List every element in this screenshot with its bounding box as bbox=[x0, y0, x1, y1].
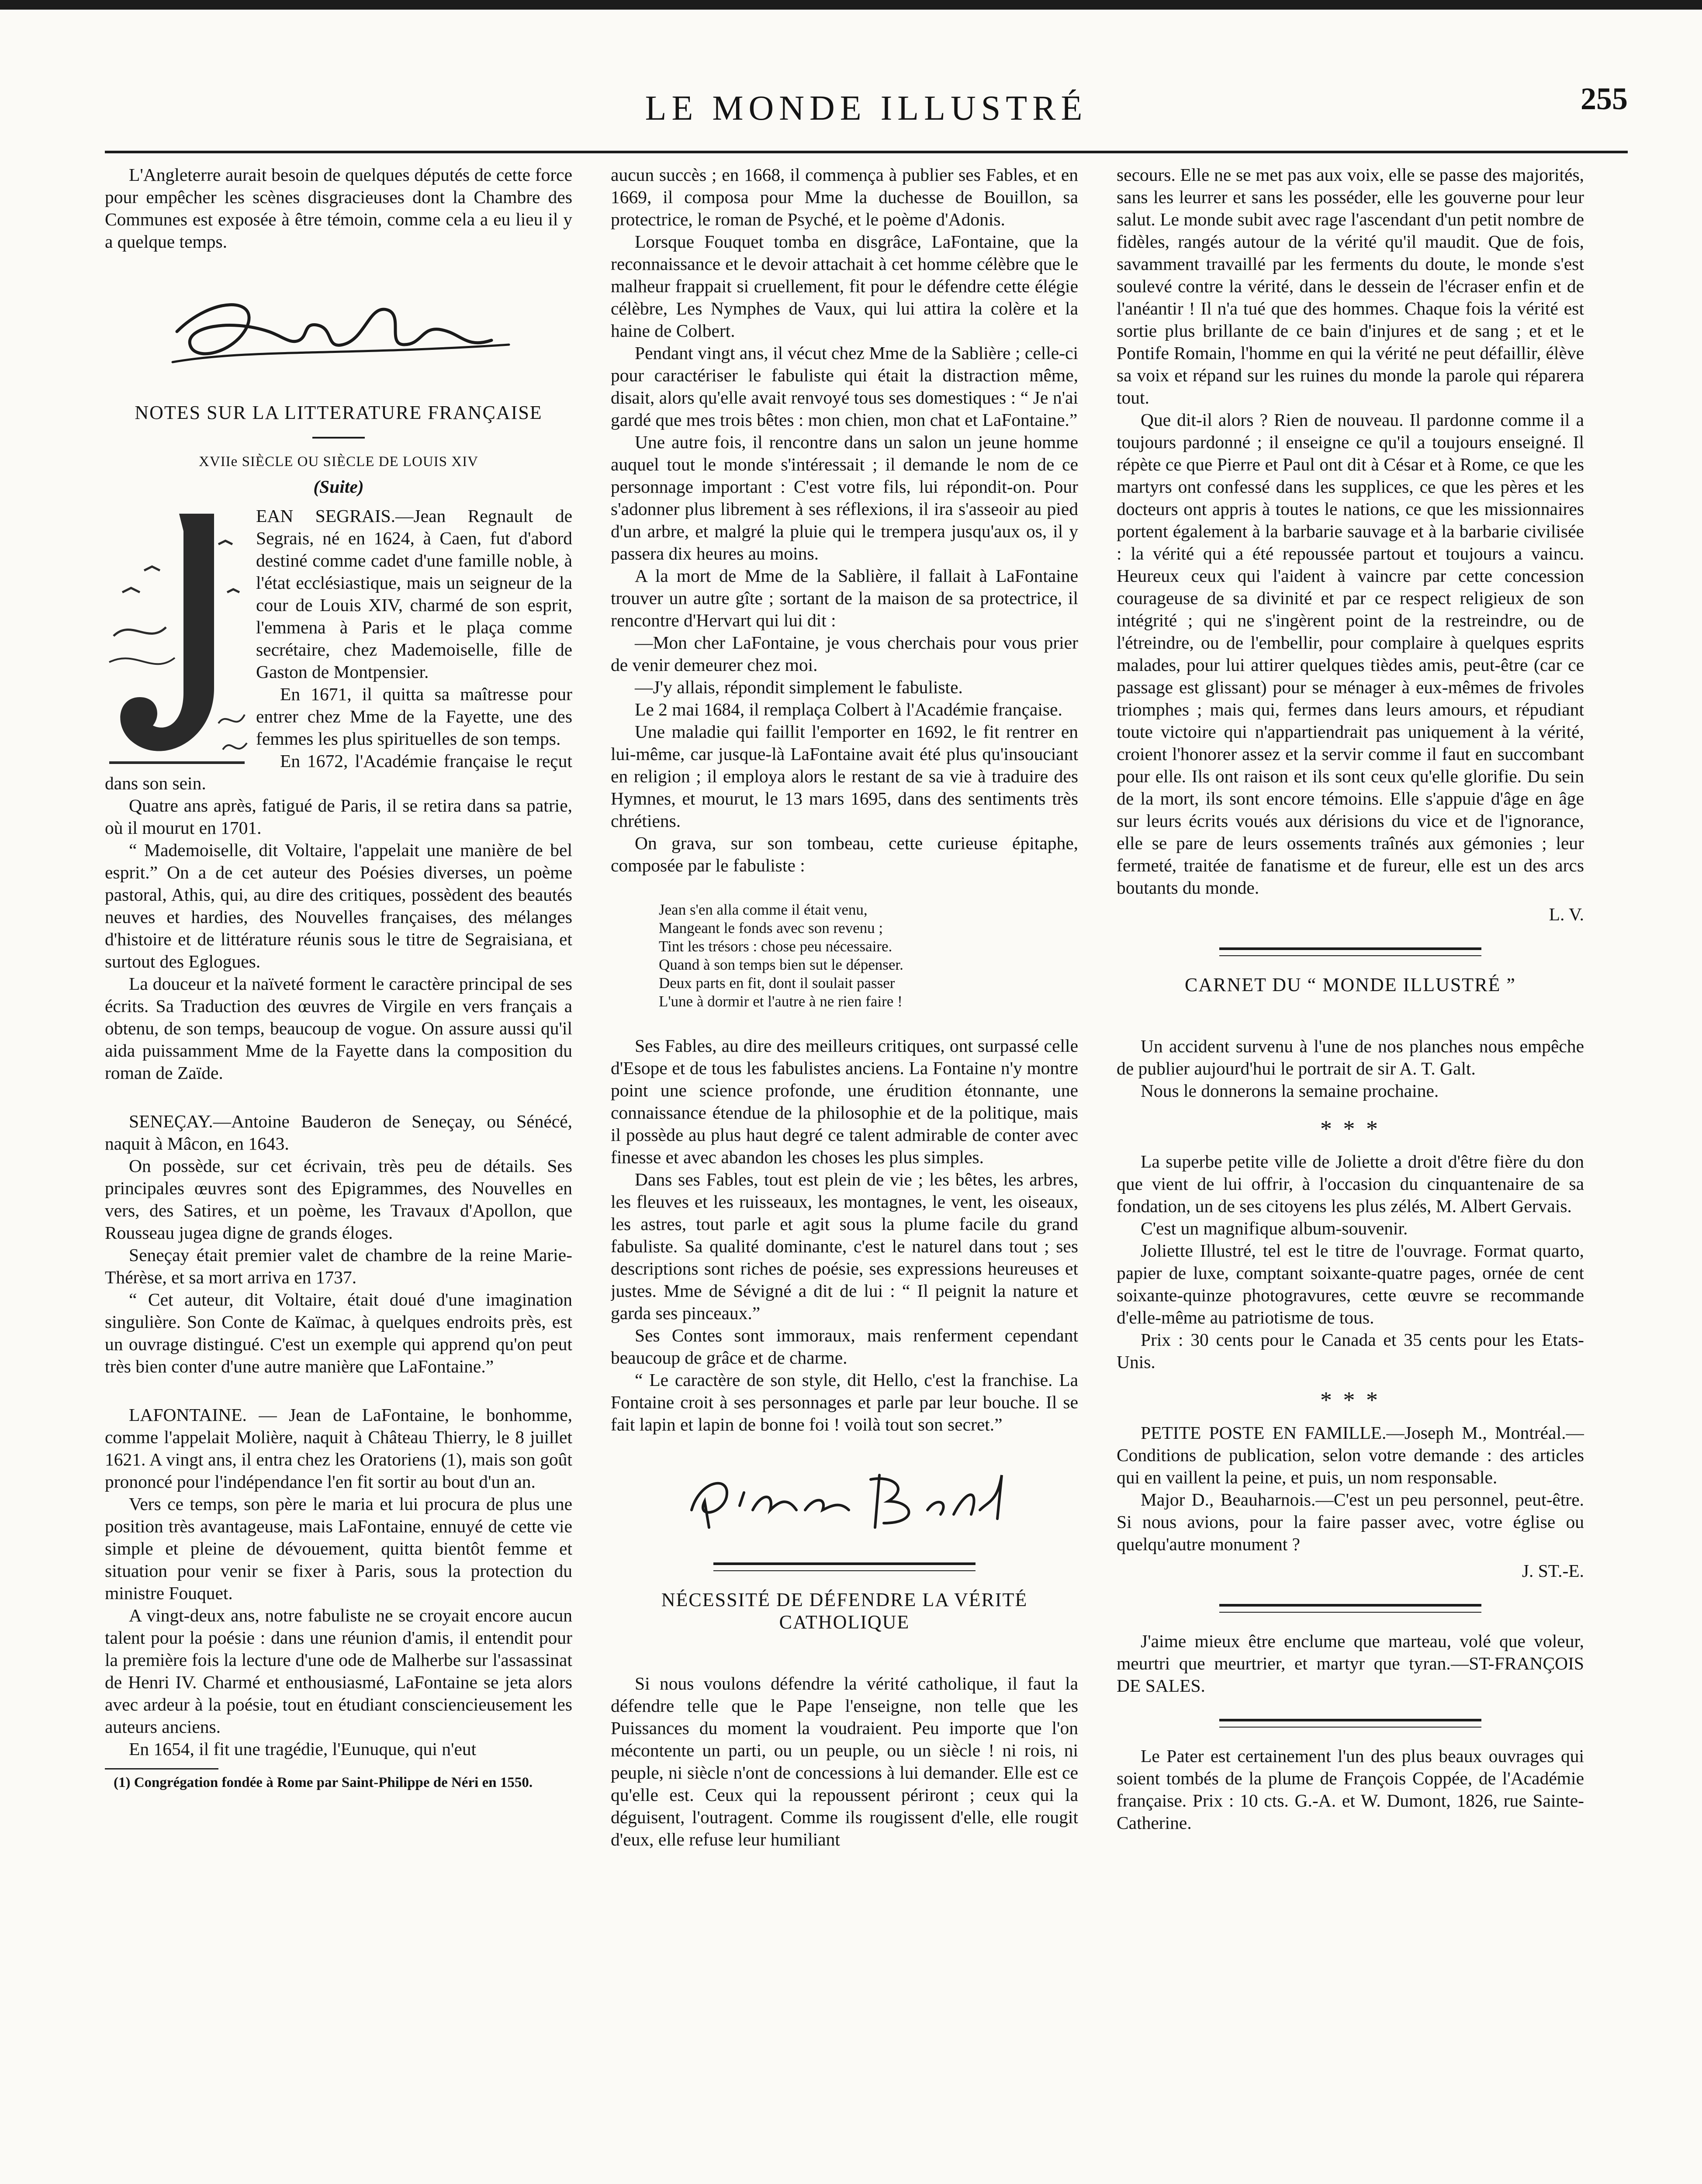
masthead: LE MONDE ILLUSTRÉ bbox=[645, 89, 1088, 128]
paragraph: Joliette Illustré, tel est le titre de l'ouvrage. Format quarto, papier de luxe, comptant soixante-quatre pages, ornée de cent soixante-quinze photogravures, cette œuvre se recommande d'elle-même au patriotisme de tous. bbox=[1117, 1241, 1584, 1327]
paragraph: “ Cet auteur, dit Voltaire, était doué d'une imagination singulière. Son Conte de Kaïmac, à quelques endroits près, est un ouvrage distingué. C'est un exemple qui apprend qu'on peut très bien conter d'une autre manière que LaFontaine.” bbox=[105, 1289, 572, 1376]
column-3 bbox=[1117, 164, 1584, 2184]
paragraph: Nous le donnerons la semaine prochaine. bbox=[1141, 1081, 1439, 1101]
divider bbox=[312, 437, 365, 439]
paragraph: Une maladie qui faillit l'emporter en 1692, le fit rentrer en lui-même, car jusque-là LaFontaine avait été plus qu'insouciant en religion ; il employa alors le restant de sa vie à traduire des Hymnes, et mourut, le 13 mars 1695, dans des sentiments très chrétiens. bbox=[611, 722, 1078, 831]
paragraph: Seneçay était premier valet de chambre de la reine Marie-Thérèse, et sa mort arriva en 1737. bbox=[105, 1245, 572, 1287]
decorative-rule bbox=[1219, 1719, 1481, 1728]
section-title: NOTES SUR LA LITTERATURE FRANÇAISE bbox=[135, 402, 543, 423]
paragraph: aucun succès ; en 1668, il commença à publier ses Fables, et en 1669, il composa pour Mme la duchesse de Bouillon, sa protectrice, le roman de Psyché, et le poème d'Adonis. bbox=[611, 165, 1078, 229]
section-subtitle: XVIIe SIÈCLE OU SIÈCLE DE LOUIS XIV bbox=[199, 454, 478, 470]
asterism: * * * bbox=[1320, 1116, 1380, 1142]
page-header bbox=[105, 81, 1628, 146]
suite-label: (Suite) bbox=[313, 477, 364, 497]
paragraph: La douceur et la naïveté forment le caractère principal de ses écrits. Sa Traduction des œuvres de Virgile en vers français a obtenu, de son temps, beaucoup de vogue. On assure aussi qu'il aida puissamment Mme de la Fayette dans la composition du roman de Zaïde. bbox=[105, 974, 572, 1083]
paragraph: Pendant vingt ans, il vécut chez Mme de la Sablière ; celle-ci pour caractériser le fabuliste qui était la distraction même, disait, alors qu'elle avait renvoyé tous ses domestiques : “ Je n'ai gardé que mes trois bêtes : mon chien, mon chat et LaFontaine.” bbox=[611, 343, 1078, 430]
author-initials: L. V. bbox=[1549, 904, 1584, 924]
footnote-rule bbox=[105, 1768, 218, 1769]
paragraph: En 1654, il fit une tragédie, l'Eunuque, qui n'eut bbox=[129, 1739, 477, 1759]
paragraph: Quatre ans après, fatigué de Paris, il se retira dans sa patrie, où il mourut en 1701. bbox=[105, 795, 572, 838]
poem-line: Jean s'en alla comme il était venu, bbox=[659, 901, 868, 918]
entry-name: EAN SEGRAIS. bbox=[256, 506, 395, 526]
paragraph: “ Mademoiselle, dit Voltaire, l'appelait une manière de bel esprit.” On a de cet auteur des Poésies diverses, un poème pastoral, Athis, qui, au dire des critiques, possèdent des beautés neuves et hardies, des Nouvelles françaises, des mélanges d'histoire et de littérature réunis sous le titre de Segraisiana, et surtout des Eglogues. bbox=[105, 840, 572, 971]
top-border bbox=[0, 0, 1702, 10]
paragraph: —J'y allais, répondit simplement le fabuliste. bbox=[635, 677, 963, 697]
paragraph: On possède, sur cet écrivain, très peu de détails. Ses principales œuvres sont des Epigrammes, des Nouvelles en vers, des Satires, et un poème, les Travaux d'Apollon, que Rousseau jugea digne de grands éloges. bbox=[105, 1156, 572, 1243]
section-title: CARNET DU “ MONDE ILLUSTRÉ ” bbox=[1185, 974, 1516, 995]
column-1 bbox=[105, 164, 572, 2184]
paragraph: A la mort de Mme de la Sablière, il fallait à LaFontaine trouver un autre gîte ; sortant de la maison de sa protectrice, il rencontre d'Hervart qui lui dit : bbox=[611, 566, 1078, 630]
decorative-rule bbox=[1219, 1604, 1481, 1613]
paragraph: Major D., Beauharnois.—C'est un peu personnel, peut-être. Si nous avions, pour la faire passer avec, votre église ou quelqu'autre monument ? bbox=[1117, 1489, 1584, 1554]
paragraph-lafontaine: LAFONTAINE. — Jean de LaFontaine, le bonhomme, comme l'appelait Molière, naquit à Château Thierry, le 8 juillet 1621. A vingt ans, il entra chez les Oratoriens (1), mais son goût prononcé pour l'indépendance l'en fit sortir au bout d'un an. bbox=[105, 1405, 572, 1492]
drop-cap-j-illustration bbox=[105, 505, 249, 771]
paragraph: Une autre fois, il rencontre dans un salon un jeune homme auquel tout le monde s'intéressait ; il demande le nom de ce personnage important : C'est votre fils, lui répondit-on. Pour s'adonner plus librement à ses réflexions, il ira s'asseoir au pied d'un arbre, et malgré la pluie qui le trempera jusqu'aux os, il y passera dix heures au moins. bbox=[611, 432, 1078, 563]
poem-line: Quand à son temps bien sut le dépenser. bbox=[659, 956, 903, 973]
paragraph-segrais: EAN SEGRAIS.—Jean Regnault de Segrais, né en 1624, à Caen, fut d'abord destiné comme cadet d'une famille noble, à l'état ecclésiastique, mais un seigneur de la cour de Louis XIV, charmé de son esprit, l'emmena à Paris et le plaça comme secrétaire, chez Mademoiselle, fille de Gaston de Montpensier. bbox=[256, 506, 572, 682]
paragraph-poste: PETITE POSTE EN FAMILLE.—Joseph M., Montréal.—Conditions de publication, selon votre demande : des articles qui en vaillent la peine, et puis, un nom responsable. bbox=[1117, 1423, 1584, 1487]
author-initials: J. ST.-E. bbox=[1522, 1561, 1584, 1581]
poem-line: Deux parts en fit, dont il soulait passer bbox=[659, 975, 895, 992]
paragraph: Si nous voulons défendre la vérité catholique, il faut la défendre telle que le Pape l'enseigne, non telle que les Puissances du moment la voudraient. Peu importe que l'on mécontente un parti, ou un peuple, ou un siècle ! ni rois, ni peuple, ni siècle n'ont de concessions à lui demander. Elle est ce qu'elle est. Ceux qui la repoussent périront ; ceux qui la déguisent, l'outragent. Comme ils rougissent d'elle, elle rougit d'eux, elle refuse leur humiliant bbox=[611, 1673, 1078, 1849]
paragraph: “ Le caractère de son style, dit Hello, c'est la franchise. La Fontaine croit à ses personnages et parle par leur bouche. Il se fait lapin et lapin de bonne foi ! voilà tout son secret.” bbox=[611, 1370, 1078, 1434]
paragraph: Le 2 mai 1684, il remplaça Colbert à l'Académie française. bbox=[635, 699, 1062, 719]
poem-line: Tint les trésors : chose peu nécessaire. bbox=[659, 938, 893, 955]
paragraph: C'est un magnifique album-souvenir. bbox=[1141, 1218, 1408, 1238]
footnote: (1) Congrégation fondée à Rome par Saint-Philippe de Néri en 1550. bbox=[114, 1775, 533, 1790]
poem-line: L'une à dormir et l'autre à ne rien faire ! bbox=[659, 993, 903, 1010]
epitaph-poem bbox=[659, 901, 1078, 1011]
poem-line: Mangeant le fonds avec son revenu ; bbox=[659, 919, 883, 936]
paragraph: En 1671, il quitta sa maîtresse pour entrer chez Mme de la Fayette, une des femmes les plus spirituelles de son temps. bbox=[256, 684, 572, 749]
asterism: * * * bbox=[1320, 1387, 1380, 1413]
page-number: 255 bbox=[1581, 81, 1628, 116]
paragraph: Un accident survenu à l'une de nos planches nous empêche de publier aujourd'hui le portrait de sir A. T. Galt. bbox=[1117, 1036, 1584, 1078]
entry-name: PETITE POSTE EN FAMILLE. bbox=[1141, 1423, 1387, 1443]
entry-name: LAFONTAINE. bbox=[129, 1405, 247, 1425]
paragraph-senecay: SENEÇAY.—Antoine Bauderon de Seneçay, ou Sénécé, naquit à Mâcon, en 1643. bbox=[105, 1111, 572, 1154]
paragraph: —Mon cher LaFontaine, je vous cherchais pour vous prier de venir demeurer chez moi. bbox=[611, 632, 1078, 675]
header-rule bbox=[105, 151, 1628, 153]
paragraph: Prix : 30 cents pour le Canada et 35 cents pour les Etats-Unis. bbox=[1117, 1330, 1584, 1372]
paragraph: A vingt-deux ans, notre fabuliste ne se croyait encore aucun talent pour la poésie : dans une réunion d'amis, il entendit pour la première fois la lecture d'une ode de Malherbe sur l'assassinat de Henri IV. Charmé et enthousiasmé, LaFontaine se jeta alors avec ardeur à la poésie, tout en étudiant consciencieusement les auteurs anciens. bbox=[105, 1605, 572, 1737]
paragraph: secours. Elle ne se met pas aux voix, elle se passe des majorités, sans les leurrer et sans les posséder, elle les gouverne pour leur salut. Le monde subit avec rage l'ascendant d'un petit nombre de fidèles, rangés autour de la vérité qu'il maudit. Que de fois, savamment travaillé par les ferments du doute, le monde s'est soulevé contre la vérité, dans le dessein de l'écraser enfin et de l'anéantir ! Il n'a tué que des hommes. Chaque fois la vérité est sortie plus brillante de ce bain d'injures et de sang ; et et le Pontife Romain, l'homme en qui la vérité ne peut défaillir, élève sa voix et répand sur les ruines du monde la parole qui réparera tout. bbox=[1117, 165, 1584, 408]
paragraph: On grava, sur son tombeau, cette curieuse épitaphe, composée par le fabuliste : bbox=[611, 833, 1078, 875]
paragraph: Dans ses Fables, tout est plein de vie ; les bêtes, les arbres, les fleuves et les ruisseaux, les montagnes, le vent, les oiseaux, les astres, tout parle et agit sous la plume facile du grand fabuliste. Sa qualité dominante, c'est le naturel dans tout ; ses descriptions sont riches de poésie, ses expressions heureuses et justes. Mme de Sévigné a dit de lui : “ Il peignit la nature et garda ses pinceaux.” bbox=[611, 1169, 1078, 1323]
decorative-rule bbox=[1219, 947, 1481, 956]
paragraph: En 1672, l'Académie française le reçut dans son sein. bbox=[105, 751, 572, 793]
paragraph: La superbe petite ville de Joliette a droit d'être fière du don que vient de lui offrir, à l'occasion du cinquantenaire de sa fondation, un de ses citoyens les plus zélés, M. Albert Gervais. bbox=[1117, 1151, 1584, 1216]
paragraph: Le Pater est certainement l'un des plus beaux ouvrages qui soient tombés de la plume de François Coppée, de l'Académie française. Prix : 10 cts. G.-A. et W. Dumont, 1826, rue Sainte-Catherine. bbox=[1117, 1746, 1584, 1833]
paragraph: Ses Fables, au dire des meilleurs critiques, ont surpassé celle d'Esope et de tous les fabulistes anciens. La Fontaine n'y montre point une science profonde, une érudition étonnante, une connaissance étendue de la philosophie et de la politique, mais il possède au plus haut degré ce talent admirable de conter avec finesse et avec abandon les choses les plus simples. bbox=[611, 1036, 1078, 1167]
entry-name: SENEÇAY. bbox=[129, 1111, 213, 1131]
signature-image bbox=[665, 1462, 1024, 1541]
section-title: NÉCESSITÉ DE DÉFENDRE LA VÉRITÉ CATHOLIQUE bbox=[661, 1589, 1028, 1633]
paragraph: Que dit-il alors ? Rien de nouveau. Il pardonne comme il a toujours pardonné ; il enseigne ce qu'il a toujours enseigné. Il répète ce que Pierre et Paul ont dit à César et à Rome, ce que les martyrs ont confessé dans les supplices, ce que les pères et les docteurs ont appris à toutes le nations, ce que les missionnaires portent également à la barbarie sauvage et à la barbarie civilisée : la vérité qui a été repoussée partout et toujours a vaincu. Heureux ceux qui l'aident à vaincre par cette concession courageuse de sa divinité et par ce respect religieux de son intégrité ; qui ne s'ingèrent point de la restreindre, ou de l'étreindre, ou de l'embellir, pour complaire à quelques esprits malades, pour lui attirer quelques tièdes amis, peut-être (car ce passage est glissant) pour se ménager à eux-mêmes de frivoles triomphes ; mais qui, fermes dans leurs amours, et répudiant toute victoire qui n'appartiendrait pas uniquement à la vérité, croient l'honorer assez et la servir comme il faut en succombant pour elle. Ils ont raison et ils sont ceux qu'elle glorifie. Du sein de la mort, ils sont encore témoins. Elle s'appuie d'âge en âge sur leurs écrits voués aux dérisions du vice et de l'ignorance, elle se pare de leurs ossements traînés aux gémonies ; leur fermeté, traitée de fanatisme et de fureur, elle est un des arcs boutants du monde. bbox=[1117, 410, 1584, 898]
paragraph: Lorsque Fouquet tomba en disgrâce, LaFontaine, que la reconnaissance et le devoir attachait à cet homme célèbre que le malheur frappait si cruellement, fit pour le défendre cette élégie célèbre, Les Nymphes de Vaux, qui lui attira la colère et la haine de Colbert. bbox=[611, 232, 1078, 341]
paragraph: Vers ce temps, son père le maria et lui procura de plus une position très avantageuse, mais LaFontaine, ennuyé de cette vie simple et pleine de dévouement, quitta bientôt femme et situation pour venir se fixer à Paris, sous la protection du ministre Fouquet. bbox=[105, 1494, 572, 1603]
paragraph: Ses Contes sont immoraux, mais renferment cependant beaucoup de grâce et de charme. bbox=[611, 1325, 1078, 1368]
signature-image bbox=[159, 279, 518, 380]
column-2 bbox=[611, 164, 1078, 2184]
paragraph: L'Angleterre aurait besoin de quelques députés de cette force pour empêcher les scènes disgracieuses dont la Chambre des Communes est exposée à être témoin, comme cela a eu lieu il y a quelque temps. bbox=[105, 165, 572, 252]
paragraph-quote: J'aime mieux être enclume que marteau, volé que voleur, meurtri que meurtrier, et martyr que tyran.—ST-FRANÇOIS DE SALES. bbox=[1117, 1631, 1584, 1696]
decorative-rule bbox=[713, 1562, 976, 1571]
